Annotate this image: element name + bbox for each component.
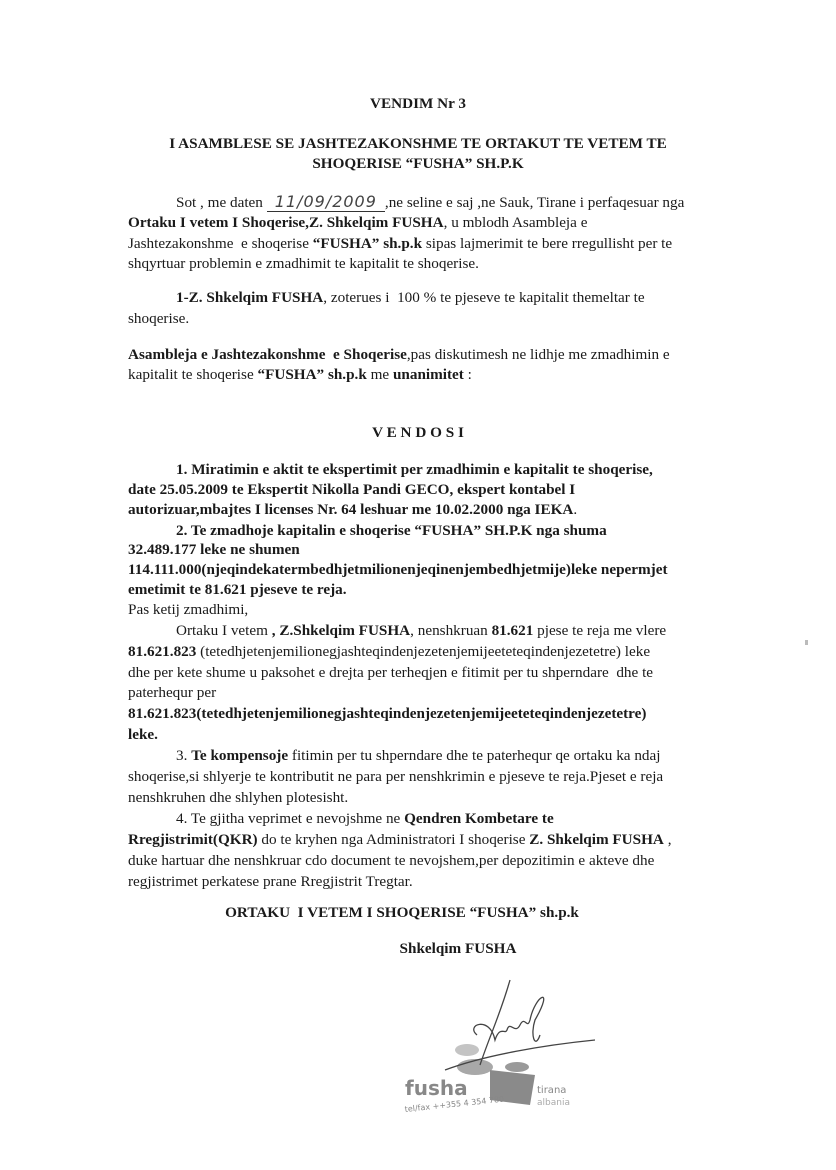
text: 4. Te gjitha veprimet e nevojshme ne	[176, 810, 405, 827]
text-line	[128, 704, 646, 723]
text-line	[128, 345, 670, 364]
text: Pas ketij zmadhimi,	[128, 601, 249, 618]
bold-text: VENDIM Nr 3	[370, 95, 466, 112]
text: ,ne seline e saj ,ne Sauk, Tirane i perfaqesuar nga	[384, 194, 685, 211]
text-line	[128, 254, 479, 273]
scan-speck	[805, 640, 808, 645]
bold-text: I ASAMBLESE SE JASHTEZAKONSHME TE ORTAKUT TE VETEM TE	[169, 135, 667, 152]
text: Jashtezakonshme e shoqerise	[128, 235, 313, 252]
text: , u mblodh Asambleja e	[443, 214, 588, 231]
bold-text: Rregjistrimit(QKR)	[128, 831, 258, 848]
bold-text: leke.	[128, 726, 158, 743]
text-line	[128, 788, 348, 807]
text-line	[176, 192, 684, 212]
text-line	[128, 663, 653, 682]
handwritten-date: 11/09/2009	[267, 192, 385, 212]
text-line	[0, 154, 836, 173]
bold-text: Z. Shkelqim FUSHA	[529, 831, 664, 848]
text-line	[128, 580, 347, 599]
stamp-phone: tel/fax ++355 4 354 780	[404, 1094, 505, 1114]
text-line	[128, 480, 575, 499]
text: pjese te reja me vlere	[533, 622, 667, 639]
bold-text: , Z.Shkelqim FUSHA	[271, 622, 411, 639]
text-line	[128, 540, 300, 559]
stamp-country: albania	[537, 1098, 570, 1108]
text-line	[176, 746, 660, 765]
bold-text: 81.621.823(tetedhjetenjemilionegjashteqindenjezetenjemijeeteteqindenjezetetre)	[128, 705, 647, 722]
text-line	[176, 288, 645, 307]
bold-text: 2. Te zmadhoje kapitalin e shoqerise “FUSHA” SH.P.K nga shuma	[176, 522, 607, 539]
signature-stamp	[395, 975, 595, 1115]
text-line	[0, 423, 836, 442]
bold-text: SHOQERISE “FUSHA” SH.P.K	[312, 155, 524, 172]
text-line	[0, 94, 836, 113]
text: regjistrimet perkatese prane Rregjistrit Tregtar.	[128, 873, 413, 890]
text: shoqerise.	[128, 310, 190, 327]
bold-text: 1-Z. Shkelqim FUSHA	[176, 289, 324, 306]
bold-text: Qendren Kombetare te	[404, 810, 554, 827]
text-line	[176, 809, 554, 828]
text: Sot , me daten	[176, 194, 267, 211]
bold-text: “FUSHA”	[257, 366, 325, 383]
bold-text: Ortaku I vetem I Shoqerise,Z. Shkelqim FUSHA	[128, 214, 444, 231]
bold-text: ORTAKU I VETEM I SHOQERISE “FUSHA” sh.p.k	[225, 904, 579, 921]
text-line	[128, 365, 472, 384]
text: dhe per kete shume u paksohet e drejta per terheqjen e fitimit per tu shperndare dhe te	[128, 664, 654, 681]
bold-text: “FUSHA” sh.p.k	[312, 235, 423, 252]
text: .	[573, 501, 578, 518]
text-line	[40, 939, 836, 958]
text-line	[0, 903, 820, 922]
bold-text: Te kompensoje	[191, 747, 289, 764]
text: :	[463, 366, 472, 383]
bold-text: emetimit te 81.621 pjeseve te reja.	[128, 581, 347, 598]
bold-text: 81.621	[491, 622, 534, 639]
text: kapitalit te shoqerise	[128, 366, 258, 383]
text: duke hartuar dhe nenshkruar cdo document te nevojshem,per depozitimin e akteve dhe	[128, 852, 655, 869]
bold-text: V E N D O S I	[372, 424, 464, 441]
text: , zoterues i 100 % te pjeseve te kapitalit themeltar te	[323, 289, 645, 306]
text: ,	[663, 831, 672, 848]
text-line	[176, 460, 653, 479]
text: ,pas diskutimesh ne lidhje me zmadhimin e	[406, 346, 670, 363]
text-line	[128, 560, 668, 579]
text-line	[0, 134, 836, 153]
bold-text: sh.p.k	[324, 366, 367, 383]
bold-text: 1. Miratimin e aktit te ekspertimit per zmadhimin e kapitalit te shoqerise,	[176, 461, 653, 478]
text: (tetedhjetenjemilionegjashteqindenjezetenjemijeeteteqindenjezetetre) leke	[196, 643, 651, 660]
text-line	[128, 872, 413, 891]
stamp-city: tirana	[537, 1085, 567, 1096]
text: Ortaku I vetem	[176, 622, 272, 639]
text: me	[366, 366, 393, 383]
bold-text: Shkelqim FUSHA	[399, 940, 517, 957]
text-line	[176, 621, 666, 640]
text: shoqerise,si shlyerje te kontributit ne para per nenshkrimin e pjeseve te reja.Pjeset e reja	[128, 768, 664, 785]
text: shqyrtuar problemin e zmadhimit te kapitalit te shoqerise.	[128, 255, 479, 272]
text-line	[128, 725, 158, 744]
text-line	[128, 642, 650, 661]
bold-text: autorizuar,mbajtes I licenses Nr. 64 leshuar me 10.02.2000 nga IEKA	[128, 501, 574, 518]
text: paterhequr per	[128, 684, 217, 701]
text: nenshkruhen dhe shlyhen plotesisht.	[128, 789, 349, 806]
bold-text: 114.111.000(njeqindekatermbedhjetmilionenjeqinenjembedhjetmije)leke nepermjet	[128, 561, 668, 578]
text-line	[128, 600, 248, 619]
bold-text: 81.621.823	[128, 643, 197, 660]
bold-text: unanimitet	[392, 366, 464, 383]
text-line	[128, 767, 663, 786]
text-line	[128, 683, 216, 702]
bold-text: Asambleja e Jashtezakonshme e Shoqerise	[128, 346, 407, 363]
bold-text: date 25.05.2009 te Ekspertit Nikolla Pandi GECO, ekspert kontabel I	[128, 481, 576, 498]
text-line	[128, 851, 654, 870]
text: , nenshkruan	[410, 622, 492, 639]
handwritten-signature	[445, 980, 595, 1070]
text: sipas lajmerimit te bere rregullisht per te	[422, 235, 673, 252]
text: do te kryhen nga Administratori I shoqerise	[257, 831, 530, 848]
stamp-logo-icon	[404, 1044, 570, 1114]
text-line	[128, 309, 189, 328]
bold-text: 32.489.177 leke ne shumen	[128, 541, 300, 558]
text-line	[176, 521, 607, 540]
text: fitimin per tu shperndare dhe te paterhequr qe ortaku ka ndaj	[288, 747, 661, 764]
text-line	[128, 234, 672, 253]
text-line	[128, 213, 587, 232]
stamp-brand: fusha	[405, 1076, 468, 1100]
text-line	[128, 500, 577, 519]
text-line	[128, 830, 671, 849]
text: 3.	[176, 747, 192, 764]
